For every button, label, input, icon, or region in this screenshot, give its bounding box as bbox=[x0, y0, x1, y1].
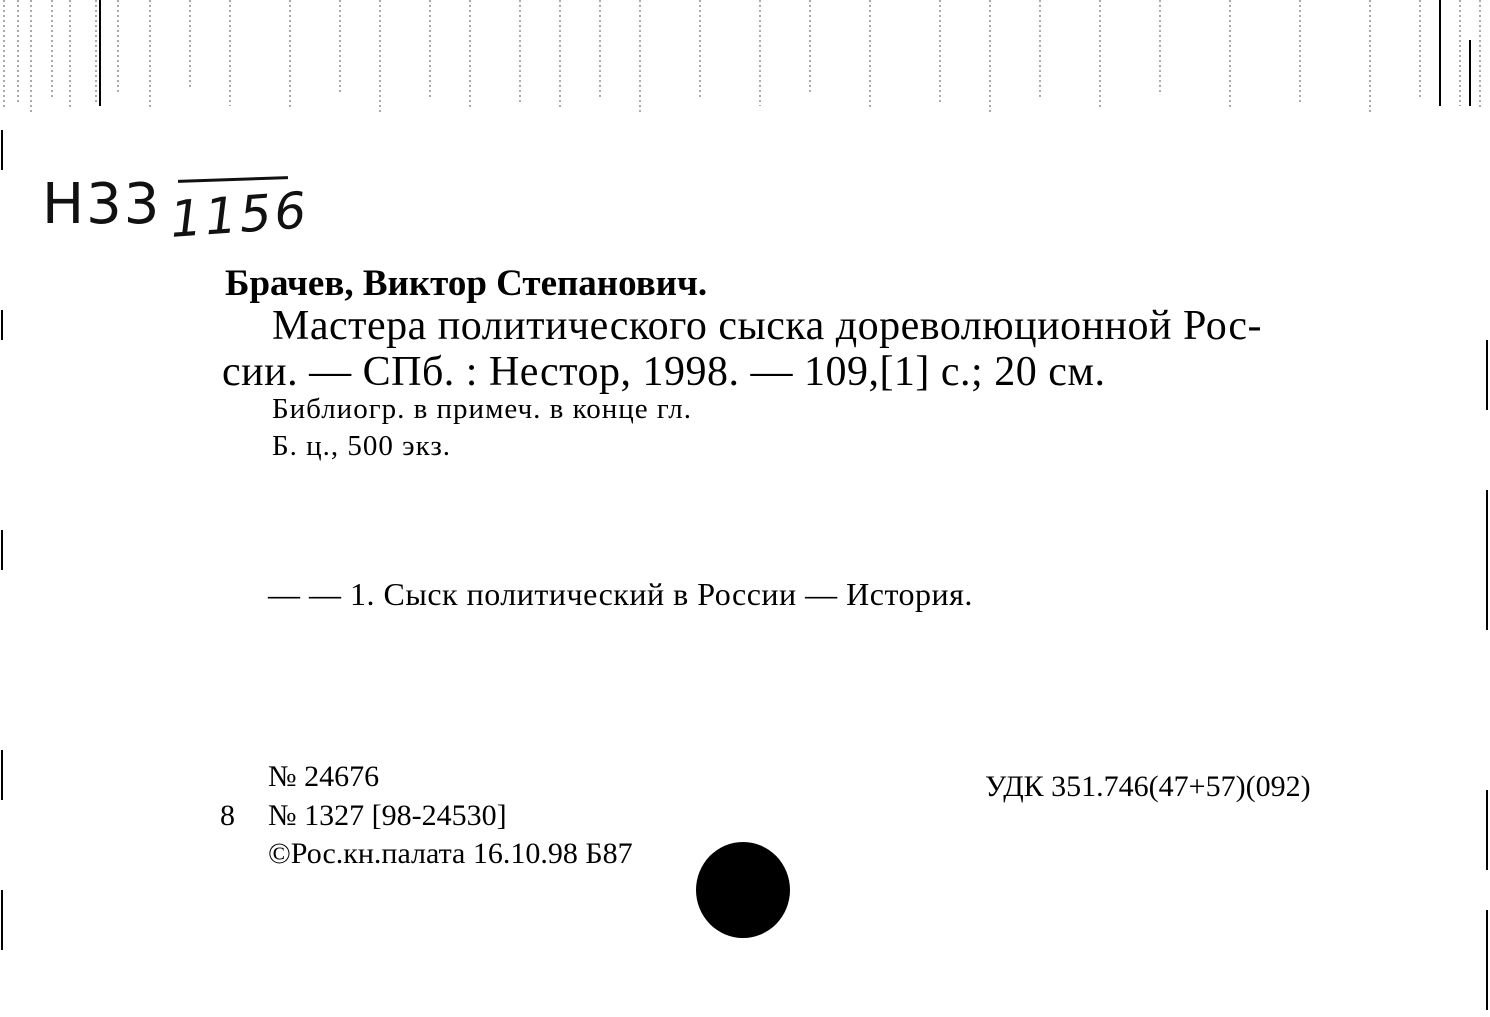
right-edge-marks bbox=[1484, 110, 1490, 1017]
subject-heading: — — 1. Сыск политический в России — История. bbox=[268, 576, 973, 612]
scan-edge-noise bbox=[0, 0, 1490, 120]
left-edge-marks bbox=[0, 110, 6, 1017]
bibliography-note: Библиогр. в примеч. в конце гл. bbox=[272, 393, 693, 425]
registration-number-1: № 24676 bbox=[268, 760, 380, 793]
copyright-line: ©Рос.кн.палата 16.10.98 Б87 bbox=[268, 837, 633, 870]
shelfmark-code: Н33 bbox=[42, 172, 162, 237]
udk-classification: УДК 351.746(47+57)(092) bbox=[985, 770, 1311, 803]
shelfmark-bar bbox=[178, 176, 288, 183]
title-line-1: Мастера политического сыска дореволюционной Рос- bbox=[272, 303, 1262, 349]
price-note: Б. ц., 500 экз. bbox=[272, 430, 452, 462]
title-line-2: сии. — СПб. : Нестор, 1998. — 109,[1] с.; 20 см. bbox=[222, 349, 1106, 395]
card-punch-hole bbox=[696, 842, 790, 938]
author-heading: Брачев, Виктор Степанович. bbox=[225, 263, 708, 304]
registration-number-2: № 1327 [98-24530] bbox=[268, 799, 507, 832]
registration-lead-digit: 8 bbox=[220, 799, 235, 832]
shelfmark-number: 1156 bbox=[168, 181, 312, 249]
